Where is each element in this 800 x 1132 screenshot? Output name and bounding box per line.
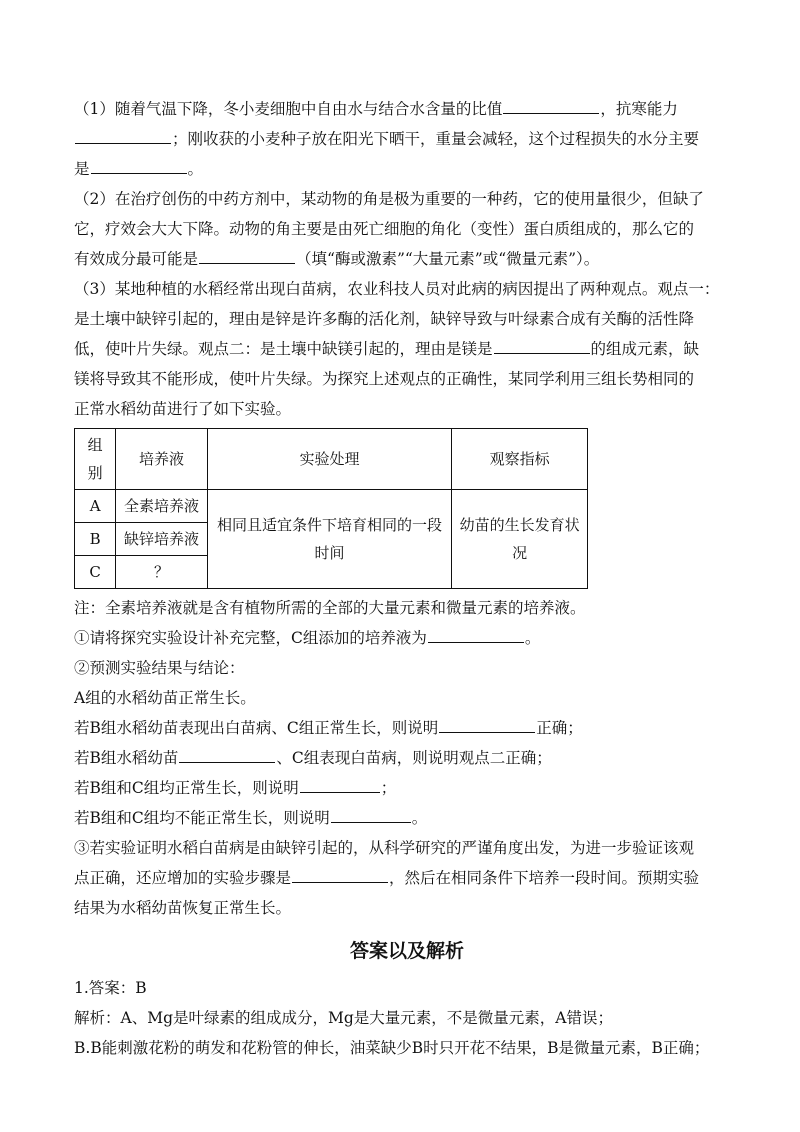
subq2-line: ②预测实验结果与结论： — [74, 659, 245, 677]
answer-blank — [428, 626, 524, 643]
result-text: 若B组和C组均正常生长，则说明 — [74, 779, 299, 797]
q1-line1 — [74, 94, 740, 124]
q3-line4: 镁将导致其不能形成，使叶片失绿。为探究上述观点的正确性，某同学利用三组长势相同的 — [74, 370, 695, 388]
result-text: 若B组水稻幼苗表现出白苗病、C组正常生长，则说明 — [74, 719, 439, 737]
q3-text: 低，使叶片失绿。观点二：是土壤中缺镁引起的，理由是镁是 — [74, 340, 493, 358]
cell-indicator: 幼苗的生长发育状况 — [452, 490, 588, 589]
header-treatment: 实验处理 — [207, 429, 451, 490]
q3-line1: （3）某地种植的水稻经常出现白苗病，农业科技人员对此病的病因提出了两种观点。观点一： — [74, 280, 720, 298]
q2-text: （填“酶或激素”“大量元素”或“微量元素”）。 — [296, 250, 600, 268]
answer-blank — [439, 716, 535, 733]
q3-line5: 正常水稻幼苗进行了如下实验。 — [74, 400, 292, 418]
note-line: 注：全素培养液就是含有植物所需的全部的大量元素和微量元素的培养液。 — [74, 599, 586, 617]
document-content — [74, 94, 740, 1063]
cell-medium: 缺锌培养液 — [116, 523, 208, 556]
table-row — [75, 490, 588, 523]
q1-text: ；刚收获的小麦种子放在阳光下晒干，重量会减轻，这个过程损失的水分主要 — [172, 130, 700, 148]
experiment-table — [74, 428, 588, 589]
subq-text: 。 — [524, 629, 541, 647]
result-line — [74, 803, 740, 833]
subq3-line2 — [74, 863, 740, 893]
result-line — [74, 713, 740, 743]
explanation-line: 解析：A、Mg是叶绿素的组成成分，Mg是大量元素，不是微量元素，A错误； — [74, 1009, 613, 1027]
q1-text: 是 — [74, 160, 90, 178]
q1-line3 — [74, 154, 740, 184]
result-text: 正确； — [536, 719, 583, 737]
result-line — [74, 773, 740, 803]
answer-blank — [503, 97, 599, 114]
answers-title: 答案以及解析 — [349, 940, 464, 962]
cell-group: C — [75, 556, 116, 589]
answer-line: 1.答案：B — [74, 979, 147, 997]
q1-line2 — [74, 124, 740, 154]
cell-treatment: 相同且适宜条件下培育相同的一段时间 — [207, 490, 451, 589]
q1-text: ，抗寒能力 — [600, 100, 678, 118]
subq-text: ①请将探究实验设计补充完整，C组添加的培养液为 — [74, 629, 427, 647]
table-header-row — [75, 429, 588, 490]
subq-text: ，然后在相同条件下培养一段时间。预期实验 — [389, 869, 700, 887]
result-line: A组的水稻幼苗正常生长。 — [74, 689, 256, 707]
answer-blank — [292, 866, 388, 883]
q2-text: 有效成分最可能是 — [74, 250, 199, 268]
header-group: 组别 — [75, 429, 116, 490]
cell-medium: 全素培养液 — [116, 490, 208, 523]
answer-blank — [494, 337, 590, 354]
result-text: 若B组水稻幼苗 — [74, 749, 179, 767]
cell-group: B — [75, 523, 116, 556]
answer-blank — [75, 127, 171, 144]
q2-line3 — [74, 244, 740, 274]
answer-blank — [300, 776, 380, 793]
answer-blank — [91, 157, 187, 174]
q3-line2: 是土壤中缺锌引起的，理由是锌是许多酶的活化剂，缺锌导致与叶绿素合成有关酶的活性降 — [74, 310, 695, 328]
subq1-line — [74, 623, 740, 653]
answer-blank — [199, 247, 295, 264]
header-medium: 培养液 — [116, 429, 208, 490]
q1-text: 。 — [187, 160, 204, 178]
q2-line1: （2）在治疗创伤的中药方剂中，某动物的角是极为重要的一种药，它的使用量很少，但缺了 — [74, 190, 704, 208]
result-text: 若B组和C组均不能正常生长，则说明 — [74, 809, 330, 827]
explanation-line: B.B能刺激花粉的萌发和花粉管的伸长，油菜缺少B时只开花不结果，B是微量元素，B正确； — [74, 1039, 710, 1057]
q3-line3 — [74, 334, 740, 364]
q3-text: 的组成元素，缺 — [590, 340, 700, 358]
result-text: 、C组表现白苗病，则说明观点二正确； — [276, 749, 552, 767]
header-indicator: 观察指标 — [452, 429, 588, 490]
answer-blank — [331, 806, 411, 823]
cell-medium: ？ — [116, 556, 208, 589]
result-text: 。 — [411, 809, 428, 827]
answer-blank — [179, 746, 275, 763]
q2-line2: 它，疗效会大大下降。动物的角主要是由死亡细胞的角化（变性）蛋白质组成的，那么它的 — [74, 220, 695, 238]
result-text: ； — [380, 779, 397, 797]
subq3-line3: 结果为水稻幼苗恢复正常生长。 — [74, 899, 292, 917]
subq-text: 点正确，还应增加的实验步骤是 — [74, 869, 292, 887]
q1-text: （1）随着气温下降，冬小麦细胞中自由水与结合水含量的比值 — [74, 100, 503, 118]
subq3-line1: ③若实验证明水稻白苗病是由缺锌引起的，从科学研究的严谨角度出发，为进一步验证该观 — [74, 839, 695, 857]
cell-group: A — [75, 490, 116, 523]
result-line — [74, 743, 740, 773]
